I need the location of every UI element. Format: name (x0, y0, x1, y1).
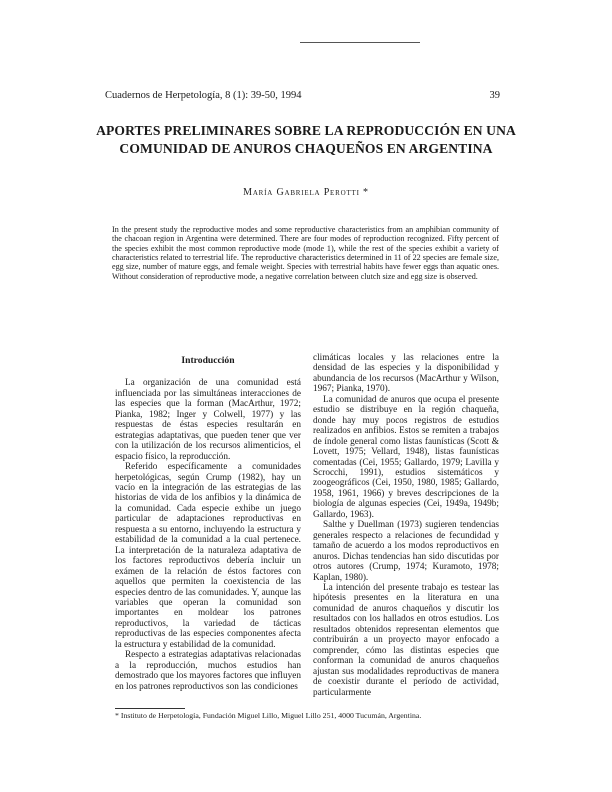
top-rule (300, 42, 420, 43)
paragraph: La intención del presente trabajo es testear las hipótesis presentes en la literatura en una comunidad de anuros chaqueños y discutir los resultados con los hallados en otros estudios. Los resultados obtenidos representan elementos que contribuirán a un proyecto mayor enfocado a comprender, cómo las distintas especies que conforman la comunidad de anuros chaqueños ajustan sus modalidades reproductivas de manera de coexistir durante el período de actividad, particularmente (313, 582, 499, 698)
running-header (105, 90, 500, 101)
paragraph: Referido específicamente a comunidades herpetológicas, según Crump (1982), hay un vacío en la integración de las estrategias de las historias de vida de los anfibios y la dinámica de la comunidad. Cada especie exhibe un juego particular de adaptaciones reproductivas en respuesta a su entorno, incluyendo la estructura y estabilidad de la comunidad a la cual pertenece. La interpretación de la naturaleza adaptativa de los factores reproductivos debería incluir un exámen de la relación de éstos factores con aquellos que permiten la coexistencia de las especies dentro de las comunidades. Y, aunque las variables que operan la comunidad son importantes en moldear los patrones reproductivos, la variedad de tácticas reproductivas de las especies componentes afecta la estructura y estabilidad de la comunidad. (115, 462, 301, 650)
paragraph: La organización de una comunidad está influenciada por las simultáneas interacciones de las especies que la forman (MacArthur, 1972; Pianka, 1982; Inger y Colwell, 1977) y las respuestas de éstas especies resultarán en estrategias adaptativas, que pueden tener que ver con la utilización de los recursos alimenticios, el espacio físico, la reproducción. (115, 378, 301, 462)
author-affiliation-footnote: * Instituto de Herpetología, Fundación Miguel Lillo, Miguel Lillo 251, 4000 Tucumán, Argentina. (115, 711, 422, 720)
journal-citation: Cuadernos de Herpetología, 8 (1): 39-50, 1994 (105, 90, 302, 101)
footnote-rule (115, 708, 185, 709)
abstract: In the present study the reproductive modes and some reproductive characteristics from an amphibian community of the chacoan region in Argentina were determined. There are four modes of reproduction recognized. Fifty percent of the species exhibit the most common reproductive mode (mode 1), while the rest of the species exhibit a variety of characteristics related to terrestrial life. The reproductive characteristics determined in 11 of 22 species are female size, egg size, number of mature eggs, and female weight. Species with terrestrial habits have fewer eggs than aquatic ones. Without consideration of reproductive mode, a negative correlation between clutch size and egg size is observed. (112, 225, 499, 281)
paragraph: climáticas locales y las relaciones entre la densidad de las especies y la disponibilidad y abundancia de los recursos (MacArthur y Wilson, 1967; Pianka, 1970). (313, 353, 499, 395)
paragraph: La comunidad de anuros que ocupa el presente estudio se distribuye en la región chaqueña, donde hay muy pocos registros de estudios realizados en anfibios. Estos se remiten a trabajos de índole general como listas faunísticas (Scott & Lovett, 1975; Vellard, 1948), listas faunísticas comentadas (Cei, 1955; Gallardo, 1979; Lavilla y Scrocchi, 1991), estudios sistemáticos y zoogeográficos (Cei, 1950, 1980, 1985; Gallardo, 1958, 1961, 1966) y breves descripciones de la biología de algunas especies (Cei, 1949a, 1949b; Gallardo, 1963). (313, 394, 499, 520)
article-title (90, 122, 522, 158)
paragraph: Respecto a estrategias adaptativas relacionadas a la reproducción, muchos estudios han demostrado que los mayores factores que influyen en los patrones reproductivos son las condiciones (115, 650, 301, 692)
title-line-2: COMUNIDAD DE ANUROS CHAQUEÑOS EN ARGENTINA (119, 141, 493, 156)
right-column (313, 353, 499, 698)
section-heading-introduccion: Introducción (181, 355, 235, 366)
page-number: 39 (489, 90, 500, 101)
paragraph: Salthe y Duellman (1973) sugieren tendencias generales respecto a relaciones de fecundidad y tamaño de acuerdo a los modos reproductivos en anuros. Dichas tendencias han sido discutidas por otros autores (Crump, 1974; Kuramoto, 1978; Kaplan, 1980). (313, 520, 499, 583)
left-column (115, 356, 301, 692)
author-name: María Gabriela Perotti * (243, 187, 369, 198)
title-line-1: APORTES PRELIMINARES SOBRE LA REPRODUCCIÓN EN UNA (96, 123, 516, 138)
